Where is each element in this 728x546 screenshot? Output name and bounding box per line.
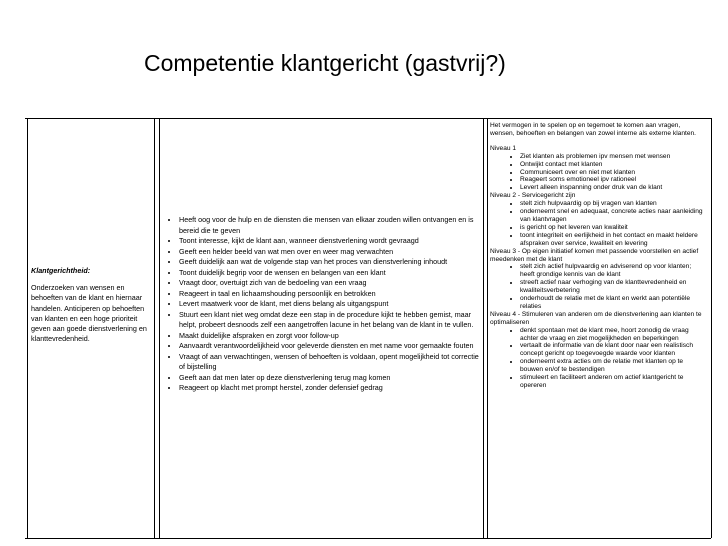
behaviors-cell [165, 215, 481, 394]
table-right-border [711, 118, 712, 538]
behavior-item: • Stuurt een klant niet weg omdat deze een stap in de procedure kijkt te hebben gemist, maar helpt, probeert desnoods zelf een aangetroffen lacune in het belang van de klant in te vullen. [179, 310, 481, 331]
level-item: • Communiceert over en niet met klanten [520, 169, 704, 177]
behavior-item: • Vraagt door, overtuigt zich van de bedoeling van een vraag [179, 278, 481, 289]
level-items [490, 327, 704, 390]
competency-definition-cell [31, 266, 153, 344]
level-heading: Niveau 3 - Op eigen initiatief komen met passende voorstellen en actief meedenken met de klant [490, 247, 699, 263]
competency-label: Klantgerichtheid: [31, 266, 91, 275]
behavior-item: • Maakt duidelijke afspraken en zorgt voor follow-up [179, 331, 481, 342]
behavior-item: • Geeft een helder beeld van wat men over en weer mag verwachten [179, 247, 481, 258]
level-heading: Niveau 4 - Stimuleren van anderen om de dienstverlening aan klanten te optimaliseren [490, 310, 702, 326]
level-item: • stelt zich hulpvaardig op bij vragen van klanten [520, 200, 704, 208]
column-divider [483, 118, 484, 538]
level-item: • stelt zich actief hulpvaardig en adviserend op voor klanten; heeft grondige kennis van de klant [520, 263, 704, 279]
level-items [490, 263, 704, 310]
level-heading: Niveau 1 [490, 144, 517, 152]
table-bottom-border [25, 538, 711, 539]
column-divider [159, 118, 160, 538]
level-item: • Levert alleen inspanning onder druk van de klant [520, 184, 704, 192]
column-divider [487, 118, 488, 538]
level-item: • is gericht op het leveren van kwaliteit [520, 224, 704, 232]
level-items [490, 200, 704, 247]
behavior-list [165, 215, 481, 394]
level-item: • Ontwijkt contact met klanten [520, 161, 704, 169]
table-left-border [27, 118, 28, 538]
behavior-item: • Vraagt of aan verwachtingen, wensen of behoeften is voldaan, opent mogelijkheid tot correctie of bijstelling [179, 352, 481, 373]
levels-list [490, 145, 704, 390]
level-item: • vertaalt de informatie van de klant door naar een realistisch concept gericht op toegevoegde waarde voor klanten [520, 342, 704, 358]
level-item: • onderhoudt de relatie met de klant en werkt aan potentiële relaties [520, 295, 704, 311]
level-item: • Reageert soms emotioneel ipv rationeel [520, 176, 704, 184]
level-items [490, 153, 704, 193]
level-item: • streeft actief naar verhoging van de klanttevredenheid en kwaliteitsverbetering [520, 279, 704, 295]
behavior-item: • Toont duidelijk begrip voor de wensen en belangen van een klant [179, 268, 481, 279]
levels-cell [490, 122, 704, 390]
behavior-item: • Geeft aan dat men later op deze dienstverlening terug mag komen [179, 373, 481, 384]
level-heading: Niveau 2 - Servicegericht zijn [490, 192, 576, 200]
behavior-item: • Geeft duidelijk aan wat de volgende stap van het proces van dienstverlening inhoudt [179, 257, 481, 268]
behavior-item: • Levert maatwerk voor de klant, met diens belang als uitgangspunt [179, 299, 481, 310]
column-divider [154, 118, 155, 538]
behavior-item: • Reageert op klacht met prompt herstel, zonder defensief gedrag [179, 383, 481, 394]
behavior-item: • Reageert in taal en lichaamshouding persoonlijk en betrokken [179, 289, 481, 300]
table-top-border [25, 118, 711, 119]
behavior-item: • Heeft oog voor de hulp en de diensten die mensen van elkaar zouden willen ontvangen en is bereid die te geven [179, 215, 481, 236]
levels-intro: Het vermogen in te spelen op en tegemoet te komen aan vragen, wensen, behoeften en belangen van zowel interne als externe klanten. [490, 122, 697, 137]
level-item: • onderneemt snel en adequaat, concrete acties naar aanleiding van klantvragen [520, 208, 704, 224]
competency-definition: Onderzoeken van wensen en behoeften van de klant en hiernaar handelen. Anticiperen op behoeften van klanten en een hoge prioriteit geven aan goede dienstverlening en klanttevredenheid. [31, 283, 147, 344]
behavior-item: • Toont interesse, kijkt de klant aan, wanneer dienstverlening wordt gevraagd [179, 236, 481, 247]
slide-title: Competentie klantgericht (gastvrij?) [144, 50, 506, 76]
competency-table [25, 118, 711, 538]
level-item: • Ziet klanten als problemen ipv mensen met wensen [520, 153, 704, 161]
level-item: • toont integriteit en eerlijkheid in het contact en maakt heldere afspraken over service, kwaliteit en levering [520, 232, 704, 248]
behavior-item: • Aanvaardt verantwoordelijkheid voor geleverde diensten en met name voor gemaakte fouten [179, 341, 481, 352]
level-item: • stimuleert en faciliteert anderen om actief klantgericht te opereren [520, 374, 704, 390]
level-item: • onderneemt extra acties om de relatie met klanten op te bouwen en/of te bestendigen [520, 358, 704, 374]
level-item: • denkt spontaan met de klant mee, hoort zonodig de vraag achter de vraag en ziet mogelijkheden en beperkingen [520, 327, 704, 343]
